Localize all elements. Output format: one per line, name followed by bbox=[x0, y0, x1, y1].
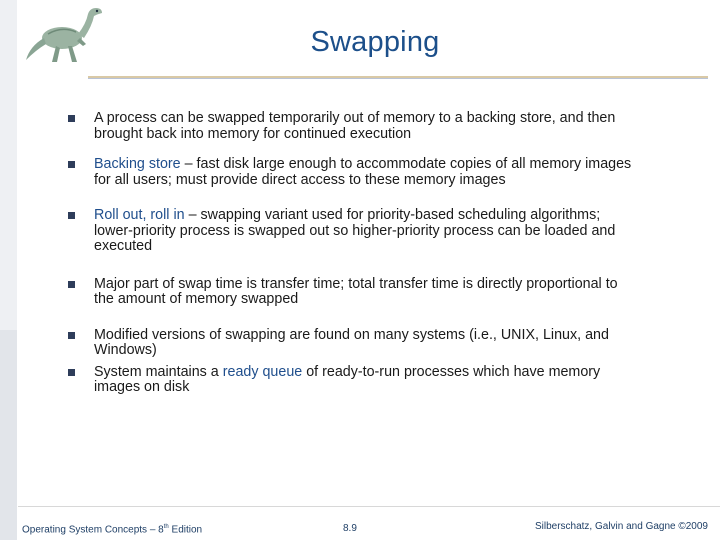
square-bullet-icon bbox=[68, 161, 75, 168]
bullet-item bbox=[68, 208, 638, 255]
footer-book-title-suffix: Edition bbox=[168, 524, 203, 536]
footer-book-title-text: Operating System Concepts – 8 bbox=[22, 524, 164, 536]
bullet-item bbox=[68, 111, 638, 142]
square-bullet-icon bbox=[68, 332, 75, 339]
bullet-text: Modified versions of swapping are found on many systems (i.e., UNIX, Linux, and Windows) bbox=[94, 326, 609, 358]
footer-authors: Silberschatz, Galvin and Gagne ©2009 bbox=[534, 521, 708, 532]
slide-footer bbox=[0, 500, 720, 540]
bullet-text: Major part of swap time is transfer time; total transfer time is directly proportional to the amount of memory swapped bbox=[94, 275, 618, 307]
term-ready-queue: ready queue bbox=[222, 363, 303, 380]
bullet-item bbox=[68, 277, 638, 308]
bullet-text: – fast disk large enough to accommodate copies of all memory images for all users; must provide direct access to these memory images bbox=[94, 156, 632, 188]
bullet-text: System maintains a bbox=[94, 363, 223, 380]
page-number: 8.9 bbox=[343, 523, 357, 534]
bullet-item bbox=[68, 365, 638, 396]
bullet-item bbox=[68, 328, 638, 359]
bullet-item bbox=[68, 157, 638, 188]
term-backing-store: Backing store bbox=[94, 156, 181, 172]
term-roll-out-roll-in: Roll out, roll in bbox=[94, 207, 185, 223]
bullet-list bbox=[68, 111, 638, 396]
bullet-text: – swapping variant used for priority-based scheduling algorithms; lower-priority process is swapped out so higher-priority process can be loaded and executed bbox=[94, 207, 616, 254]
bullet-text: of ready-to-run processes which have memory images on disk bbox=[94, 363, 601, 395]
square-bullet-icon bbox=[68, 369, 75, 376]
footer-book-title bbox=[22, 524, 202, 535]
square-bullet-icon bbox=[68, 281, 75, 288]
footer-divider bbox=[18, 506, 720, 507]
title-divider bbox=[88, 76, 708, 78]
page-title: Swapping bbox=[310, 26, 440, 58]
square-bullet-icon bbox=[68, 212, 75, 219]
bullet-text: A process can be swapped temporarily out of memory to a backing store, and then brought back into memory for continued execution bbox=[94, 110, 616, 142]
footer-book-edition-sup: th bbox=[163, 524, 169, 530]
square-bullet-icon bbox=[68, 115, 75, 122]
